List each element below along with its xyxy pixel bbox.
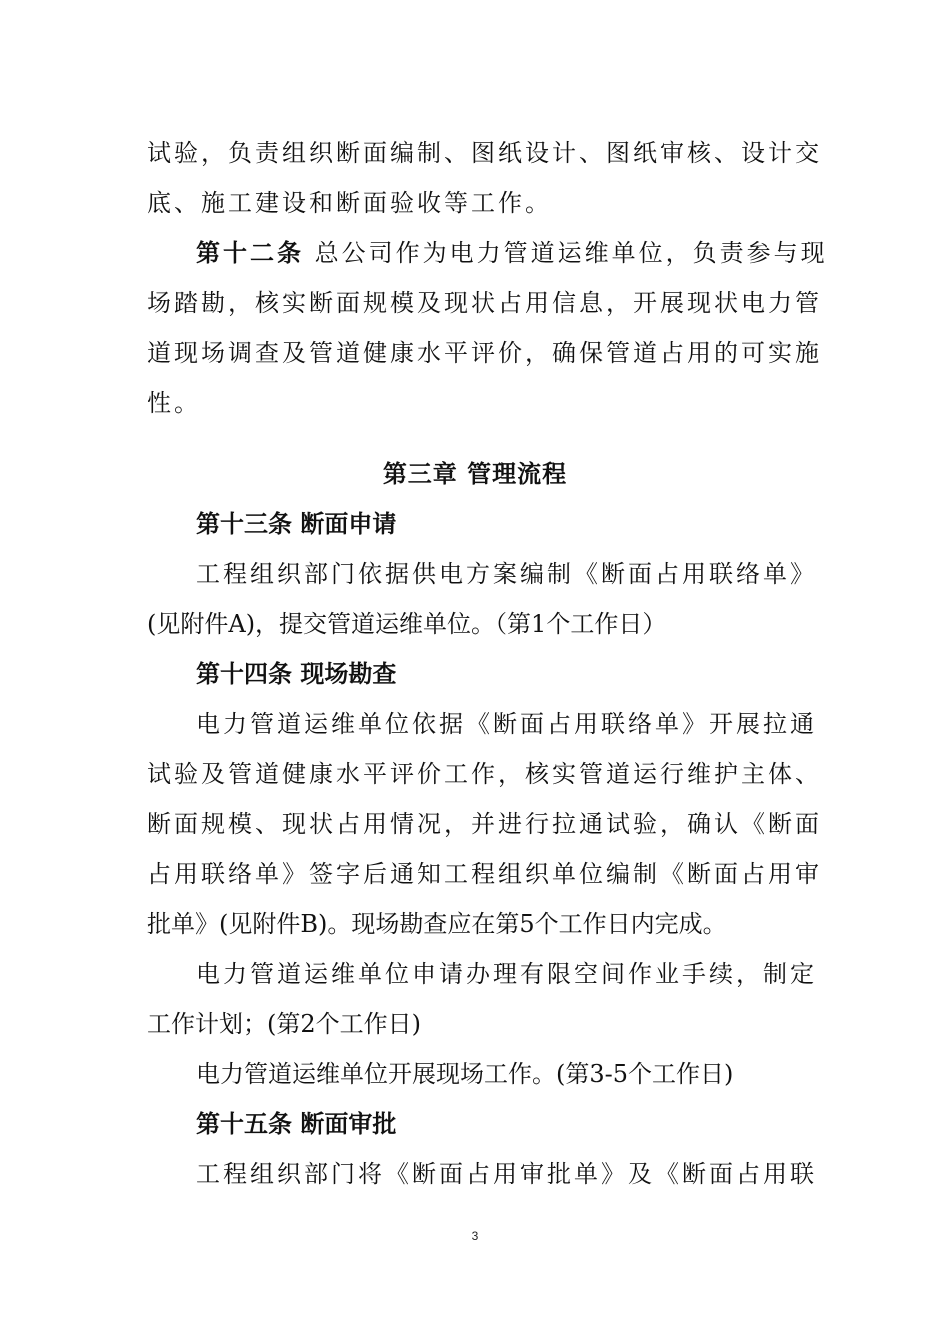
article-13-heading: 第十三条 断面申请 [196,510,397,538]
paragraph-line: 工程组织部门将《断面占用审批单》及《断面占用联 [196,1160,817,1188]
paragraph-line: 性。 [147,389,201,417]
paragraph-line: 电力管道运维单位开展现场工作。(第3-5个工作日) [196,1060,734,1088]
paragraph-line: 断面规模、现状占用情况，并进行拉通试验，确认《断面 [147,810,822,838]
article-15-heading: 第十五条 断面审批 [196,1110,397,1138]
article-12-label: 第十二条 [196,239,304,267]
paragraph-line: 底、施工建设和断面验收等工作。 [147,189,552,217]
paragraph-line: 占用联络单》签字后通知工程组织单位编制《断面占用审 [147,860,822,888]
article-14-heading: 第十四条 现场勘查 [196,660,397,688]
paragraph-line: 试验及管道健康水平评价工作，核实管道运行维护主体、 [147,760,822,788]
paragraph-line: 场踏勘，核实断面规模及现状占用信息，开展现状电力管 [147,289,822,317]
chapter-heading: 第三章 管理流程 [382,460,568,488]
paragraph-line: (见附件A)，提交管道运维单位。（第1个工作日） [147,610,667,638]
page-number: 3 [471,1229,479,1243]
paragraph-line: 试验，负责组织断面编制、图纸设计、图纸审核、设计交 [147,139,822,167]
article-12-paragraph [196,239,828,267]
paragraph-line: 工程组织部门依据供电方案编制《断面占用联络单》 [196,560,817,588]
paragraph-line: 电力管道运维单位依据《断面占用联络单》开展拉通 [196,710,817,738]
paragraph-line: 工作计划；(第2个工作日) [147,1010,421,1038]
paragraph-text: 总公司作为电力管道运维单位，负责参与现 [314,239,828,267]
paragraph-line: 电力管道运维单位申请办理有限空间作业手续，制定 [196,960,817,988]
paragraph-line: 道现场调查及管道健康水平评价，确保管道占用的可实施 [147,339,822,367]
paragraph-line: 批单》(见附件B)。现场勘查应在第5个工作日内完成。 [147,910,727,938]
